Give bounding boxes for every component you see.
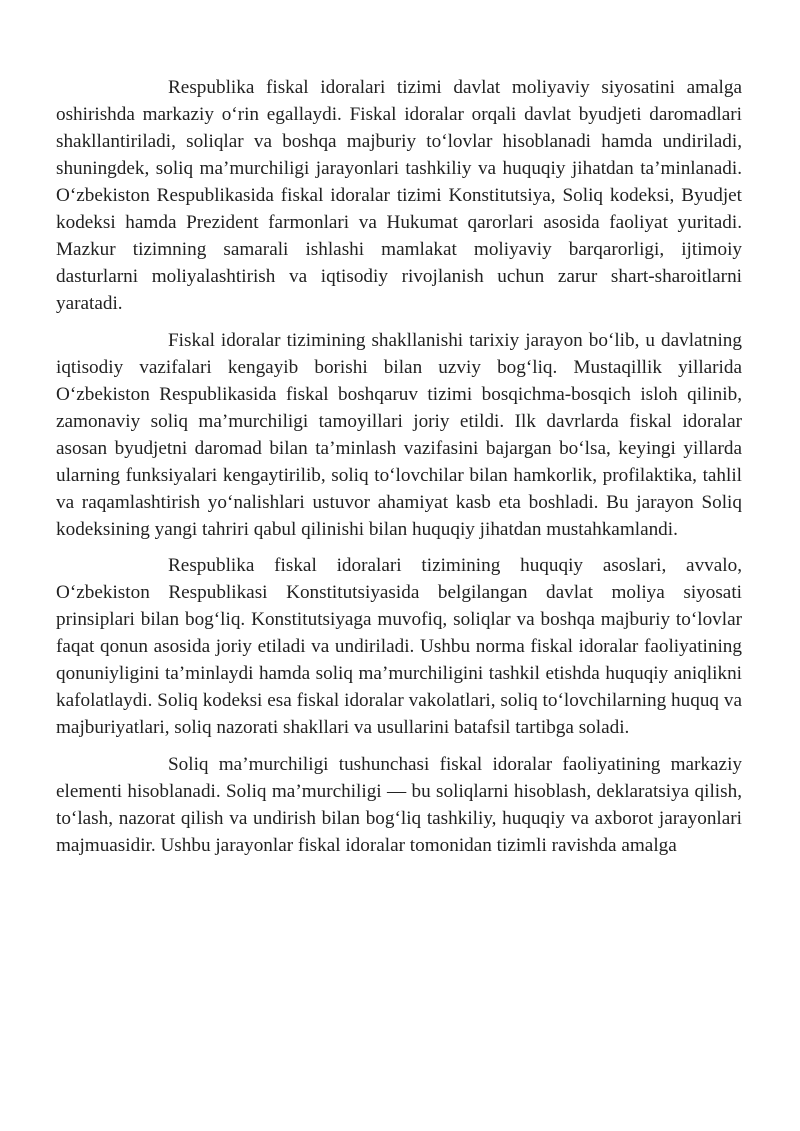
paragraph-2: Fiskal idoralar tizimining shakllanishi tarixiy jarayon bo‘lib, u davlatning iqtisodiy vazifalari kengayib borishi bilan uzviy bog‘liq. Mustaqillik yillarida O‘zbekiston Respublikasida fiskal boshqaruv tizimi bosqichma-bosqich isloh qilinib, zamonaviy soliq ma’murchiligi tamoyillari joriy etildi. Ilk davrlarda fiskal idoralar asosan byudjetni daromad bilan ta’minlash vazifasini bajargan bo‘lsa, keyingi yillarda ularning funksiyalari kengaytirilib, soliq to‘lovchilar bilan hamkorlik, profilaktika, tahlil va raqamlashtirish yo‘nalishlari ustuvor ahamiyat kasb eta boshladi. Bu jarayon Soliq kodeksining yangi tahriri qabul qilinishi bilan huquqiy jihatdan mustahkamlandi. <box>56 329 742 540</box>
paragraph-4: Soliq ma’murchiligi tushunchasi fiskal idoralar faoliyatining markaziy elementi hisoblanadi. Soliq ma’murchiligi — bu soliqlarni hisoblash, deklaratsiya qilish, to‘lash, nazorat qilish va undirish bilan bog‘liq tashkiliy, huquqiy va axborot jarayonlari majmuasidir. Ushbu jarayonlar fiskal idoralar tomonidan tizimli ravishda amalga <box>56 753 742 856</box>
paragraph-1: Respublika fiskal idoralari tizimi davlat moliyaviy siyosatini amalga oshirishda markaziy o‘rin egallaydi. Fiskal idoralar orqali davlat byudjeti daromadlari shakllantiriladi, soliqlar va boshqa majburiy to‘lovlar hisoblanadi hamda undiriladi, shuningdek, soliq ma’murchiligi jarayonlari tashkiliy va huquqiy jihatdan ta’minlanadi. O‘zbekiston Respublikasida fiskal idoralar tizimi Konstitutsiya, Soliq kodeksi, Byudjet kodeksi hamda Prezident farmonlari va Hukumat qarorlari asosida faoliyat yuritadi. Mazkur tizimning samarali ishlashi mamlakat moliyaviy barqarorligi, ijtimoiy dasturlarni moliyalashtirish va iqtisodiy rivojlanish uchun zarur shart-sharoitlarni yaratadi. <box>56 77 742 314</box>
document-page <box>56 74 742 868</box>
paragraph-3: Respublika fiskal idoralari tizimining huquqiy asoslari, avvalo, O‘zbekiston Respublikasi Konstitutsiyasida belgilangan davlat moliya siyosati prinsiplari bilan bog‘liq. Konstitutsiyaga muvofiq, soliqlar va boshqa majburiy to‘lovlar faqat qonun asosida joriy etiladi va undiriladi. Ushbu norma fiskal idoralar faoliyatining qonuniyligini ta’minlaydi hamda soliq ma’murchiligini tashkil etishda huquqiy aniqlikni kafolatlaydi. Soliq kodeksi esa fiskal idoralar vakolatlari, soliq to‘lovchilarning huquq va majburiyatlari, soliq nazorati shakllari va usullarini batafsil tartibga soladi. <box>56 555 742 738</box>
